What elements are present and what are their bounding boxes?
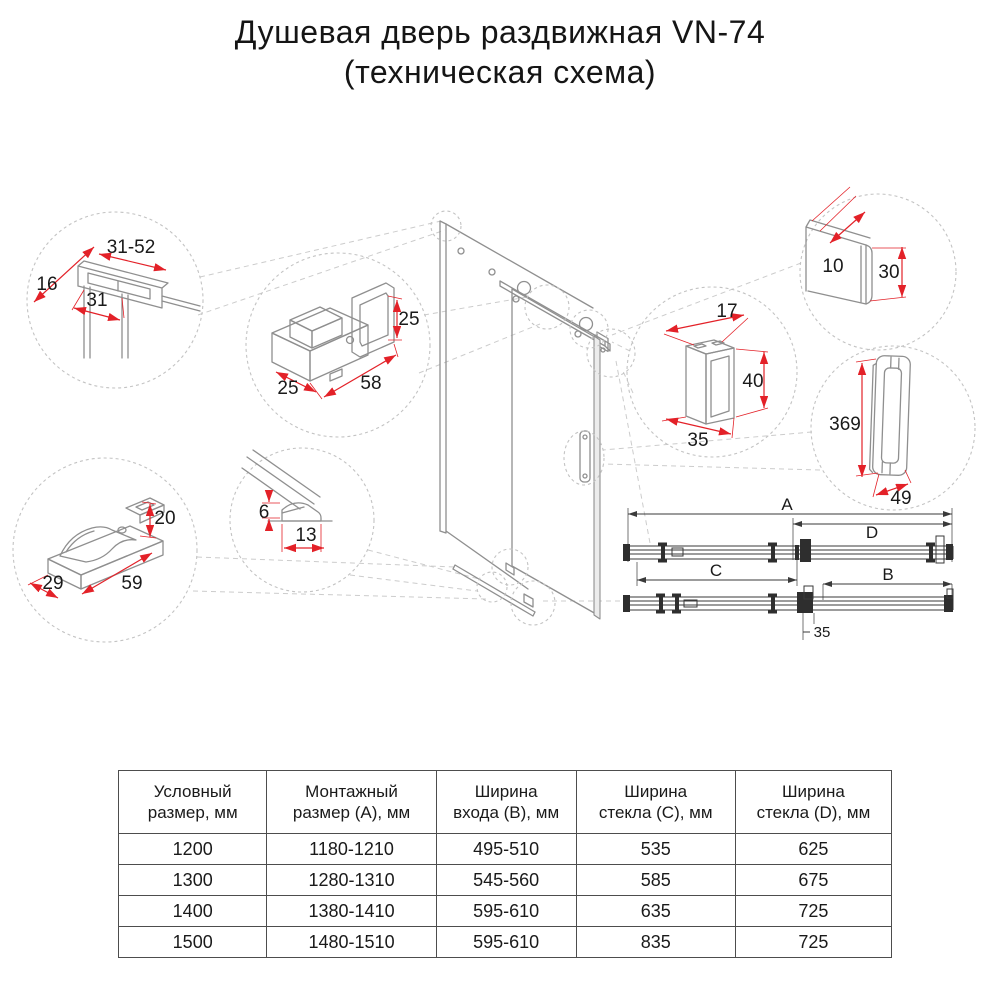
- roller-wheel: [518, 282, 531, 295]
- section-view-top-shape: [946, 544, 953, 560]
- section-dim-c: C: [709, 561, 723, 580]
- dim-wall-profile-range: 31-52: [106, 237, 156, 258]
- detail-roller-carriage: [246, 253, 430, 437]
- connector-lines-shape: [350, 575, 477, 591]
- table-row: [119, 927, 892, 958]
- table-cell: 595-610: [436, 927, 576, 958]
- detail-wall-bracket-shape: [686, 346, 706, 424]
- table-header-row: [119, 771, 892, 834]
- header-line: размер (А), мм: [292, 803, 411, 822]
- section-view-top-shape: [929, 545, 933, 560]
- section-view-bottom: [623, 565, 953, 641]
- section-view-bottom-shape: [797, 592, 813, 613]
- detail-roller-carriage-shape: [310, 325, 368, 381]
- table-row: [119, 865, 892, 896]
- table-cell: 1480-1510: [267, 927, 436, 958]
- door-handle-shape: [583, 435, 587, 439]
- section-view-bottom-shape: [656, 611, 665, 614]
- section-view-top-shape: [628, 508, 952, 586]
- dim-threshold-width: 13: [295, 525, 317, 546]
- bracket-bolt: [601, 348, 605, 352]
- detail-threshold-profile: [230, 448, 374, 592]
- dim-wall-profile-depth: 16: [36, 274, 58, 295]
- dim-wall-profile-width: 31: [86, 290, 108, 311]
- door-right-stile: [594, 336, 600, 619]
- col-header-mounting-size: [267, 771, 436, 834]
- section-view-bottom-shape: [672, 611, 681, 614]
- header-line: входа (В), мм: [453, 803, 560, 822]
- detail-threshold-profile-shape: [230, 448, 374, 592]
- section-view-top-shape: [672, 548, 683, 556]
- section-dim-a: A: [781, 495, 793, 514]
- connector-lines-shape: [200, 221, 441, 277]
- detail-handle: [811, 346, 975, 510]
- table-cell: 1280-1310: [267, 865, 436, 896]
- connector-lines-shape: [616, 361, 650, 543]
- detail-handle-shape-shape: [881, 368, 901, 464]
- main-door-drawing: [431, 211, 635, 625]
- dim-bracket-height: 40: [742, 371, 764, 392]
- table-cell: 635: [576, 896, 735, 927]
- table-cell: 1300: [119, 865, 267, 896]
- detail-roller-carriage-shape: [272, 333, 310, 381]
- dim-bracket-depth: 17: [716, 301, 738, 322]
- roller-bolt: [575, 331, 581, 337]
- detail-bottom-guide: [13, 458, 197, 642]
- connector-lines-shape: [197, 557, 455, 567]
- section-view-top-shape: [771, 545, 775, 560]
- connector-lines-shape: [419, 324, 540, 373]
- detail-roller-carriage-shape: [290, 307, 342, 331]
- threshold-end-block: [524, 594, 533, 607]
- glass-hole: [458, 248, 464, 254]
- table-row: [119, 834, 892, 865]
- detail-wall-bracket-shape: [711, 356, 729, 417]
- detail-threshold-profile-shape: [242, 450, 320, 509]
- detail-rail-tube: [800, 187, 956, 350]
- table-cell: 495-510: [436, 834, 576, 865]
- dim-carriage-length: 58: [360, 373, 382, 394]
- table-cell: 1180-1210: [267, 834, 436, 865]
- section-view-bottom-shape: [768, 611, 777, 614]
- door-wall-profile: [440, 221, 446, 533]
- table-cell: 595-610: [436, 896, 576, 927]
- door-handle-shape: [583, 474, 587, 478]
- header-line: Условный: [153, 782, 232, 801]
- table-cell: 545-560: [436, 865, 576, 896]
- detail-roller-carriage-shape: [360, 293, 388, 346]
- size-table: [118, 770, 892, 958]
- connector-lines-shape: [603, 464, 820, 470]
- detail-wall-bracket-shape: [706, 348, 734, 424]
- glass-hole: [489, 269, 495, 275]
- table-cell: 1400: [119, 896, 267, 927]
- header-line: стекла (D), мм: [756, 803, 871, 822]
- detail-roller-carriage-shape: [246, 253, 430, 437]
- table-cell: 1380-1410: [267, 896, 436, 927]
- section-view-top-shape: [661, 545, 665, 560]
- section-view-top-shape: [768, 560, 777, 563]
- section-view-bottom-shape: [803, 613, 814, 640]
- fixed-glass-top-edge: [446, 224, 593, 308]
- detail-handle-shape-shape: [872, 355, 910, 475]
- section-view-top-shape: [623, 544, 630, 561]
- header-line: стекла (С), мм: [598, 803, 713, 822]
- sliding-door-glass: [512, 289, 596, 614]
- section-view-top-shape: [926, 560, 935, 563]
- detail-rail-tube-shape: [861, 245, 872, 304]
- detail-handle-shape: [856, 359, 911, 497]
- section-view-bottom-shape: [675, 596, 679, 611]
- connector-lines-shape: [193, 591, 487, 599]
- dim-carriage-depth: 25: [277, 378, 299, 399]
- col-header-glass-d-width: [735, 771, 891, 834]
- header-line: Монтажный: [305, 782, 398, 801]
- table-row: [119, 896, 892, 927]
- table-cell: 535: [576, 834, 735, 865]
- door-handle: [580, 431, 590, 482]
- header-line: Ширина: [781, 782, 845, 801]
- detail-wall-profile: [27, 212, 203, 388]
- header-line: размер, мм: [147, 803, 238, 822]
- col-header-entry-width: [436, 771, 576, 834]
- dim-threshold-height: 6: [258, 502, 270, 523]
- table-cell: 585: [576, 865, 735, 896]
- detail-wall-bracket-shape: [627, 287, 797, 457]
- title-line-2: (техническая схема): [343, 54, 657, 90]
- detail-rail-tube-shape: [812, 187, 856, 231]
- dim-tube-height: 30: [878, 262, 900, 283]
- dim-guide-length: 59: [121, 573, 143, 594]
- detail-wall-bracket: [627, 287, 797, 457]
- connector-lines-shape: [198, 230, 445, 315]
- section-view-bottom-shape: [623, 595, 630, 612]
- detail-wall-profile-shape: [162, 296, 200, 311]
- dim-tube-depth: 10: [822, 256, 844, 277]
- detail-bottom-guide-shape: [13, 458, 197, 642]
- table-cell: 1200: [119, 834, 267, 865]
- connector-lines-shape: [612, 263, 801, 335]
- table-cell: 725: [735, 927, 891, 958]
- section-view-top-shape: [658, 560, 667, 563]
- dim-guide-depth: 29: [42, 573, 64, 594]
- section-view-bottom-shape: [771, 596, 775, 611]
- detail-handle-shape: [869, 355, 910, 475]
- table-cell: 725: [735, 896, 891, 927]
- section-view-top-shape: [795, 545, 799, 560]
- header-line: Ширина: [624, 782, 688, 801]
- dim-handle-length: 369: [829, 414, 861, 435]
- header-line: Ширина: [474, 782, 538, 801]
- table-cell: 675: [735, 865, 891, 896]
- section-view-top-shape: [800, 539, 811, 562]
- section-dim-d: D: [865, 523, 879, 542]
- section-dim-b: B: [882, 565, 894, 584]
- title-line-1: Душевая дверь раздвижная VN-74: [234, 14, 766, 50]
- dim-carriage-height: 25: [398, 309, 420, 330]
- section-view-bottom-shape: [659, 596, 663, 611]
- section-view-bottom-shape: [823, 584, 952, 600]
- threshold-guide-block: [506, 563, 514, 575]
- table-cell: 1500: [119, 927, 267, 958]
- detail-wall-bracket-shape: [686, 340, 734, 354]
- table-cell: 835: [576, 927, 735, 958]
- table-cell: 625: [735, 834, 891, 865]
- col-header-nominal-size: [119, 771, 267, 834]
- section-dim-offset: 35: [813, 624, 831, 641]
- dim-handle-width: 49: [890, 488, 912, 509]
- col-header-glass-c-width: [576, 771, 735, 834]
- connector-lines-shape: [612, 342, 630, 351]
- connector-lines: [193, 221, 820, 601]
- dim-bracket-width: 35: [687, 430, 709, 451]
- dim-guide-height: 20: [154, 508, 176, 529]
- fixed-glass-bottom-edge: [446, 531, 528, 589]
